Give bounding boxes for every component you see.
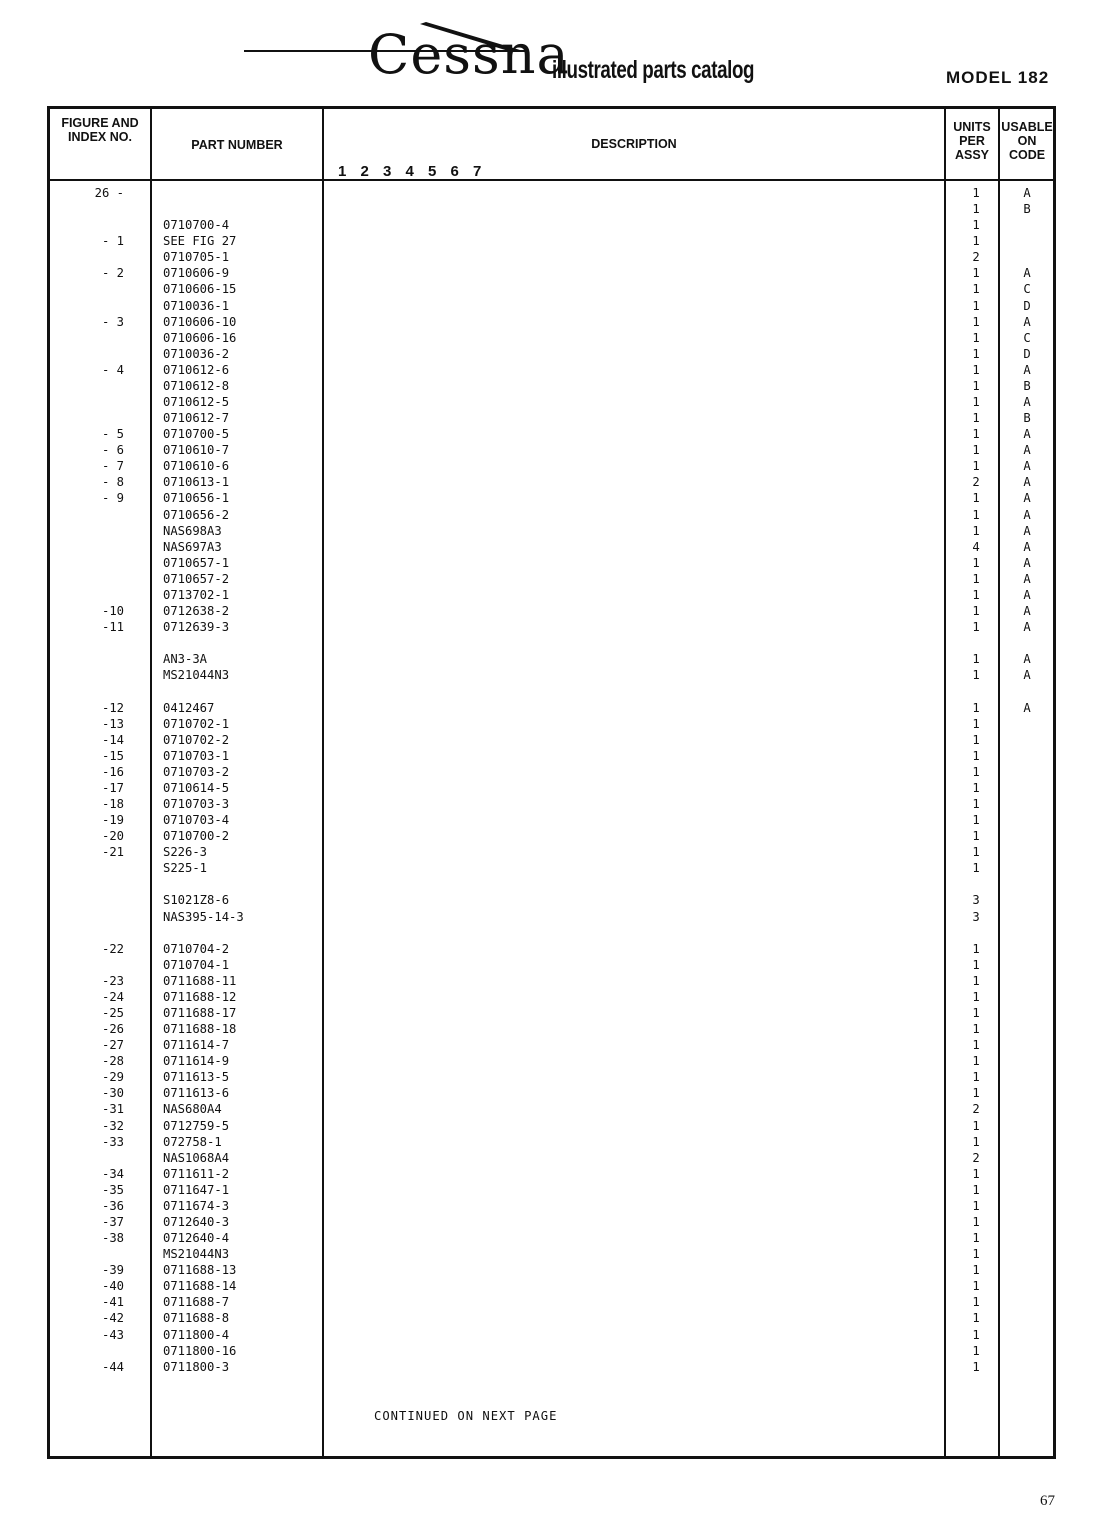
units-per-assy: 1 (972, 1279, 980, 1294)
part-number: 0710703-4 (163, 813, 230, 828)
table-row (0, 748, 1113, 764)
table-row (0, 1166, 1113, 1182)
part-number: S226-3 (163, 845, 208, 860)
usable-on-code: A (1023, 475, 1031, 490)
units-per-assy: 1 (972, 1215, 980, 1229)
table-row (0, 458, 1113, 474)
table-row (0, 490, 1113, 506)
part-number: 0710700-2 (163, 829, 230, 844)
table-row (0, 844, 1113, 860)
figure-index: - 8 (101, 475, 124, 490)
part-number: 0710705-1 (163, 250, 230, 265)
table-row (0, 1150, 1113, 1166)
part-number: 0711614-7 (163, 1038, 230, 1053)
usable-on-code: A (1023, 604, 1031, 619)
figure-index: -37 (101, 1215, 124, 1229)
figure-index: -31 (101, 1102, 124, 1117)
table-row (0, 217, 1113, 233)
table-row (0, 571, 1113, 587)
table-row (0, 1359, 1113, 1375)
units-per-assy: 4 (972, 539, 980, 554)
figure-index: -10 (101, 604, 124, 619)
table-row (0, 941, 1113, 957)
units-per-assy: 2 (972, 1150, 980, 1165)
part-number: 0710704-1 (163, 957, 230, 972)
units-per-assy: 1 (972, 555, 980, 570)
table-row (0, 700, 1113, 716)
table-row (0, 651, 1113, 667)
model-label: MODEL 182 (946, 68, 1050, 87)
usable-on-code: A (1023, 314, 1031, 329)
table-row (0, 635, 1113, 651)
part-number: 0711800-3 (163, 1359, 230, 1374)
figure-index: -40 (101, 1279, 124, 1294)
part-number: 0710606-16 (163, 330, 237, 345)
units-per-assy: 1 (972, 1054, 980, 1069)
figure-index: - 3 (101, 314, 124, 329)
table-row (0, 1182, 1113, 1198)
units-per-assy: 1 (972, 989, 980, 1004)
figure-index: -33 (101, 1134, 124, 1149)
units-per-assy: 1 (972, 861, 980, 876)
figure-index: -43 (101, 1327, 124, 1342)
part-number: 0713702-1 (163, 587, 230, 602)
units-per-assy: 1 (972, 1263, 980, 1278)
figure-index: - 1 (101, 234, 124, 249)
table-row (0, 619, 1113, 635)
part-number: 0711688-18 (163, 1022, 237, 1037)
part-number: 0710704-2 (163, 941, 230, 956)
table-row (0, 442, 1113, 458)
part-number: 0710612-7 (163, 411, 230, 426)
figure-index: -17 (101, 780, 124, 795)
part-number: 0710606-9 (163, 266, 230, 281)
usable-on-code: A (1023, 266, 1031, 281)
table-row (0, 1230, 1113, 1246)
part-number: 0710612-6 (163, 362, 230, 377)
units-per-assy: 1 (972, 668, 980, 683)
parts-list (0, 185, 1113, 1375)
table-row (0, 362, 1113, 378)
part-number: 0711688-12 (163, 989, 237, 1004)
part-number: 0710036-1 (163, 298, 230, 313)
figure-index: -13 (101, 716, 124, 731)
units-per-assy: 1 (972, 829, 980, 844)
part-number: 0710036-2 (163, 346, 230, 361)
table-row (0, 410, 1113, 426)
table-row (0, 1343, 1113, 1359)
units-per-assy: 1 (972, 330, 980, 345)
usable-on-code: A (1023, 507, 1031, 522)
table-row (0, 1214, 1113, 1230)
units-per-assy: 1 (972, 202, 980, 217)
figure-index: -18 (101, 796, 124, 811)
units-per-assy: 1 (972, 587, 980, 602)
table-row (0, 1005, 1113, 1021)
units-per-assy: 1 (972, 1327, 980, 1342)
part-number: 0710657-1 (163, 555, 230, 570)
table-row (0, 812, 1113, 828)
usable-on-code: A (1023, 700, 1031, 715)
table-row (0, 474, 1113, 490)
units-per-assy: 1 (972, 1182, 980, 1197)
part-number: 0710613-1 (163, 475, 230, 490)
part-number: 0710656-1 (163, 491, 230, 506)
table-row (0, 973, 1113, 989)
continued-note: CONTINUED ON NEXT PAGE (374, 1409, 558, 1423)
units-per-assy: 1 (972, 1038, 980, 1053)
units-per-assy: 1 (972, 1198, 980, 1213)
figure-index: -14 (101, 732, 124, 747)
part-number: S225-1 (163, 861, 208, 876)
part-number: 0711611-2 (163, 1166, 230, 1181)
figure-index: 26 - (94, 186, 124, 200)
part-number: 0711800-16 (163, 1343, 237, 1358)
usable-on-code: A (1023, 362, 1031, 377)
units-per-assy: 1 (972, 378, 980, 393)
usable-on-code: A (1023, 571, 1031, 586)
units-per-assy: 1 (972, 973, 980, 988)
table-row (0, 1246, 1113, 1262)
part-number: 0710703-2 (163, 764, 230, 779)
header-divider (47, 179, 1056, 181)
figure-index: -38 (101, 1231, 124, 1246)
units-per-assy: 1 (972, 459, 980, 474)
figure-index: -39 (101, 1263, 124, 1278)
units-per-assy: 3 (972, 909, 980, 924)
table-row (0, 298, 1113, 314)
units-per-assy: 1 (972, 427, 980, 442)
table-row (0, 1085, 1113, 1101)
table-row (0, 732, 1113, 748)
figure-index: -41 (101, 1295, 124, 1310)
figure-index: -12 (101, 700, 124, 715)
figure-index: -24 (101, 989, 124, 1004)
part-number: 0711613-5 (163, 1070, 230, 1085)
units-per-assy: 1 (972, 813, 980, 828)
units-per-assy: 1 (972, 507, 980, 522)
usable-on-code: B (1023, 378, 1031, 393)
units-per-assy: 1 (972, 186, 980, 200)
indent-level-numbers: 1 2 3 4 5 6 7 (338, 163, 487, 180)
usable-column-header: USABLE ON CODE (1001, 120, 1053, 162)
part-number: 0710702-1 (163, 716, 230, 731)
usable-on-code: A (1023, 491, 1031, 506)
table-row (0, 1053, 1113, 1069)
table-row (0, 539, 1113, 555)
table-row (0, 265, 1113, 281)
figure-index: -15 (101, 748, 124, 763)
table-row (0, 603, 1113, 619)
part-number: 0711674-3 (163, 1198, 230, 1213)
brand-logo: Cessna (368, 23, 570, 86)
figure-index: -25 (101, 1005, 124, 1020)
units-per-assy: 1 (972, 652, 980, 667)
figure-index: -35 (101, 1182, 124, 1197)
table-row (0, 185, 1113, 201)
units-per-assy: 1 (972, 1086, 980, 1101)
usable-on-code: A (1023, 523, 1031, 538)
part-number: 0710703-1 (163, 748, 230, 763)
units-per-assy: 1 (972, 1343, 980, 1358)
usable-on-code: A (1023, 395, 1031, 410)
usable-on-code: A (1023, 620, 1031, 635)
table-row (0, 1069, 1113, 1085)
table-row (0, 1021, 1113, 1037)
units-per-assy: 1 (972, 346, 980, 361)
table-row (0, 1134, 1113, 1150)
usable-on-code: C (1023, 282, 1031, 297)
figure-index: -11 (101, 620, 124, 635)
catalog-title: illustrated parts catalog (552, 56, 755, 84)
part-number: AN3-3A (163, 652, 208, 667)
table-row (0, 925, 1113, 941)
part-number: 0712759-5 (163, 1118, 230, 1133)
table-row (0, 1310, 1113, 1326)
units-per-assy: 1 (972, 1070, 980, 1085)
figure-index: -30 (101, 1086, 124, 1101)
table-row (0, 1118, 1113, 1134)
part-number: NAS395-14-3 (163, 909, 244, 924)
units-per-assy: 1 (972, 571, 980, 586)
units-per-assy: 1 (972, 732, 980, 747)
figure-index: - 4 (101, 362, 124, 377)
table-row (0, 716, 1113, 732)
part-number: 0710614-5 (163, 780, 230, 795)
figure-index: -23 (101, 973, 124, 988)
table-row (0, 507, 1113, 523)
table-row (0, 828, 1113, 844)
description-column-header: DESCRIPTION (591, 137, 677, 151)
figure-index: -26 (101, 1022, 124, 1037)
part-number: 0711688-14 (163, 1279, 237, 1294)
table-row (0, 249, 1113, 265)
usable-on-code: B (1023, 411, 1031, 426)
part-number: NAS697A3 (163, 539, 222, 554)
part-number: 0710700-5 (163, 427, 230, 442)
units-per-assy: 2 (972, 1102, 980, 1117)
part-number: 0710606-10 (163, 314, 237, 329)
table-row (0, 892, 1113, 908)
units-per-assy: 1 (972, 1166, 980, 1181)
table-row (0, 909, 1113, 925)
table-row (0, 346, 1113, 362)
part-number: 0711688-8 (163, 1311, 230, 1326)
usable-on-code: A (1023, 427, 1031, 442)
table-row (0, 796, 1113, 812)
units-per-assy: 3 (972, 893, 980, 908)
part-number: S1021Z8-6 (163, 893, 230, 908)
table-row (0, 860, 1113, 876)
part-number: 0710656-2 (163, 507, 230, 522)
figure-index: - 2 (101, 266, 124, 281)
part-number: 0711614-9 (163, 1054, 230, 1069)
part-number: 0712640-3 (163, 1215, 230, 1229)
part-number: MS21044N3 (163, 668, 230, 683)
figure-index: -29 (101, 1070, 124, 1085)
part-number: 0710612-8 (163, 378, 230, 393)
usable-on-code: D (1023, 298, 1031, 313)
units-per-assy: 1 (972, 443, 980, 458)
table-row (0, 426, 1113, 442)
part-number: NAS680A4 (163, 1102, 222, 1117)
units-per-assy: 1 (972, 716, 980, 731)
table-row (0, 394, 1113, 410)
figure-index: -21 (101, 845, 124, 860)
units-per-assy: 1 (972, 764, 980, 779)
part-number: 072758-1 (163, 1134, 222, 1149)
table-row (0, 667, 1113, 683)
figure-index: -20 (101, 829, 124, 844)
table-row (0, 281, 1113, 297)
table-row (0, 764, 1113, 780)
table-row (0, 989, 1113, 1005)
units-per-assy: 1 (972, 1295, 980, 1310)
figure-index: -27 (101, 1038, 124, 1053)
part-number: 0710610-7 (163, 443, 230, 458)
table-row (0, 1327, 1113, 1343)
figure-index: - 9 (101, 491, 124, 506)
part-number: 0712639-3 (163, 620, 230, 635)
part-number: 0711647-1 (163, 1182, 230, 1197)
units-per-assy: 2 (972, 475, 980, 490)
figure-column-header: FIGURE AND INDEX NO. (61, 116, 139, 144)
table-row (0, 1262, 1113, 1278)
table-row (0, 1198, 1113, 1214)
part-number: SEE FIG 27 (163, 234, 237, 249)
units-per-assy: 1 (972, 1359, 980, 1374)
usable-on-code: A (1023, 459, 1031, 474)
part-number: 0710700-4 (163, 218, 230, 233)
usable-on-code: C (1023, 330, 1031, 345)
part-number: 0710702-2 (163, 732, 230, 747)
part-number: 0412467 (163, 700, 215, 715)
part-number: 0711688-7 (163, 1295, 230, 1310)
units-per-assy: 1 (972, 491, 980, 506)
figure-index: -16 (101, 764, 124, 779)
figure-index: -34 (101, 1166, 124, 1181)
usable-on-code: B (1023, 202, 1031, 217)
part-number: 0711688-11 (163, 973, 237, 988)
figure-index: -32 (101, 1118, 124, 1133)
part-number: 0710612-5 (163, 395, 230, 410)
units-per-assy: 1 (972, 1118, 980, 1133)
units-per-assy: 1 (972, 796, 980, 811)
table-row (0, 201, 1113, 217)
units-per-assy: 1 (972, 523, 980, 538)
usable-on-code: A (1023, 539, 1031, 554)
part-number: 0712640-4 (163, 1231, 230, 1246)
units-per-assy: 1 (972, 362, 980, 377)
units-per-assy: 1 (972, 411, 980, 426)
units-per-assy: 1 (972, 1311, 980, 1326)
figure-index: -19 (101, 813, 124, 828)
units-per-assy: 1 (972, 395, 980, 410)
table-row (0, 1037, 1113, 1053)
part-number: 0712638-2 (163, 604, 230, 619)
units-per-assy: 1 (972, 845, 980, 860)
units-per-assy: 1 (972, 1134, 980, 1149)
units-per-assy: 1 (972, 941, 980, 956)
part-number-column-header: PART NUMBER (191, 138, 283, 152)
figure-index: -44 (101, 1359, 124, 1374)
figure-index: -42 (101, 1311, 124, 1326)
table-row (0, 1101, 1113, 1117)
table-row (0, 587, 1113, 603)
usable-on-code: A (1023, 555, 1031, 570)
table-row (0, 780, 1113, 796)
usable-on-code: A (1023, 443, 1031, 458)
units-per-assy: 2 (972, 250, 980, 265)
usable-on-code: D (1023, 346, 1031, 361)
part-number: 0711800-4 (163, 1327, 230, 1342)
units-per-assy: 1 (972, 620, 980, 635)
units-column-header: UNITS PER ASSY (953, 120, 991, 162)
units-per-assy: 1 (972, 234, 980, 249)
table-row (0, 314, 1113, 330)
figure-index: -36 (101, 1198, 124, 1213)
part-number: MS21044N3 (163, 1247, 230, 1262)
page-number: 67 (1040, 1493, 1055, 1509)
figure-index: -22 (101, 941, 124, 956)
part-number: 0711688-17 (163, 1005, 237, 1020)
table-row (0, 683, 1113, 699)
part-number: 0711688-13 (163, 1263, 237, 1278)
table-row (0, 233, 1113, 249)
table-row (0, 1278, 1113, 1294)
table-row (0, 1294, 1113, 1310)
part-number: 0710703-3 (163, 796, 230, 811)
usable-on-code: A (1023, 186, 1031, 200)
part-number: 0710606-15 (163, 282, 237, 297)
units-per-assy: 1 (972, 780, 980, 795)
units-per-assy: 1 (972, 1005, 980, 1020)
units-per-assy: 1 (972, 314, 980, 329)
part-number: 0710657-2 (163, 571, 230, 586)
units-per-assy: 1 (972, 957, 980, 972)
table-row (0, 555, 1113, 571)
part-number: NAS1068A4 (163, 1150, 230, 1165)
units-per-assy: 1 (972, 298, 980, 313)
figure-index: -28 (101, 1054, 124, 1069)
part-number: 0711613-6 (163, 1086, 230, 1101)
units-per-assy: 1 (972, 748, 980, 763)
table-row (0, 523, 1113, 539)
units-per-assy: 1 (972, 218, 980, 233)
units-per-assy: 1 (972, 1247, 980, 1262)
units-per-assy: 1 (972, 1231, 980, 1246)
usable-on-code: A (1023, 668, 1031, 683)
units-per-assy: 1 (972, 282, 980, 297)
table-row (0, 957, 1113, 973)
units-per-assy: 1 (972, 266, 980, 281)
figure-index: - 7 (101, 459, 124, 474)
figure-index: - 5 (101, 427, 124, 442)
part-number: 0710610-6 (163, 459, 230, 474)
usable-on-code: A (1023, 652, 1031, 667)
units-per-assy: 1 (972, 1022, 980, 1037)
units-per-assy: 1 (972, 604, 980, 619)
usable-on-code: A (1023, 587, 1031, 602)
table-row (0, 378, 1113, 394)
table-row (0, 330, 1113, 346)
units-per-assy: 1 (972, 700, 980, 715)
part-number: NAS698A3 (163, 523, 222, 538)
figure-index: - 6 (101, 443, 124, 458)
table-row (0, 876, 1113, 892)
